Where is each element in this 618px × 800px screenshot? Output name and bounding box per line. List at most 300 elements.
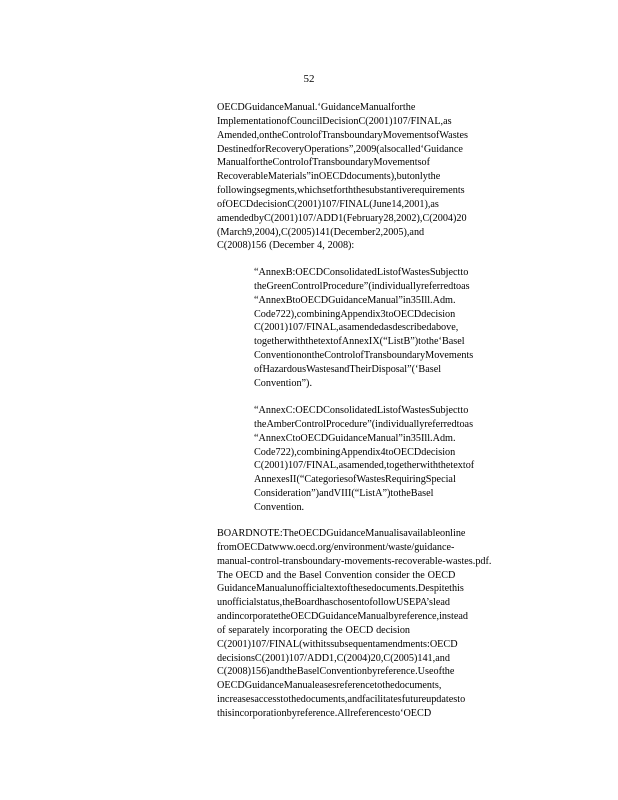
word: OECD [429, 638, 458, 650]
word: called [396, 143, 421, 155]
text-line [217, 101, 537, 115]
word: “Annex [254, 405, 286, 416]
word: ‘Guidance [317, 102, 360, 113]
word: to [374, 680, 383, 692]
word: forth [333, 185, 354, 197]
word: Wastes [439, 129, 468, 141]
word: Amber [266, 418, 295, 430]
word: Consolida [323, 267, 365, 278]
word: C(2001)107/ADD1 [263, 212, 344, 224]
word: this [449, 583, 464, 595]
word: available [403, 528, 440, 539]
word: amendments: [375, 638, 430, 650]
word: Guidance [328, 432, 368, 444]
word: Recoverable [217, 171, 268, 183]
word: Manual” [367, 294, 403, 306]
word: of [355, 350, 364, 362]
text-line [217, 610, 539, 624]
word: Their [349, 363, 372, 375]
word: as [430, 198, 439, 210]
text-line [254, 294, 536, 308]
text-line [217, 156, 537, 170]
word: online [439, 528, 466, 539]
word: Disposal” [371, 363, 412, 375]
text-line [254, 280, 536, 294]
word: erred [435, 418, 457, 430]
text-line: Convention”). [254, 377, 313, 389]
text-line [217, 638, 539, 652]
word: in [310, 171, 319, 183]
word: List [376, 405, 393, 416]
word: the [426, 336, 439, 348]
word: the [382, 680, 395, 692]
word: Manual [365, 528, 397, 539]
word: 28, [383, 212, 397, 224]
word: OECD [393, 446, 422, 458]
word: 9, [246, 226, 255, 238]
word: for [248, 157, 261, 169]
word: C: [285, 405, 296, 416]
word: of [254, 363, 263, 375]
word: -wastes.pdf [442, 555, 489, 567]
word: Control [294, 418, 326, 430]
word: C(2001)107/ADD1, [254, 652, 337, 664]
word: Convention [254, 350, 302, 362]
word: II [289, 474, 297, 486]
word: Movements [425, 350, 474, 362]
word: ref [424, 418, 436, 430]
word: segments, [256, 185, 298, 197]
word: Subject [429, 405, 461, 416]
word: decision [421, 446, 456, 458]
word: Manual [359, 102, 392, 113]
word: Hazardous [262, 363, 307, 375]
word: to [292, 432, 301, 444]
word: A”) [375, 488, 391, 500]
word: amended [217, 212, 254, 224]
word: Manual. [283, 102, 318, 113]
word: (‘Basel [411, 363, 442, 375]
word: incorporate [231, 611, 279, 623]
word: . [488, 555, 492, 567]
word: in [402, 294, 411, 306]
word: the [278, 611, 291, 623]
word: Procedure” [325, 418, 372, 430]
text-line [254, 363, 536, 377]
word: Destined [217, 143, 254, 155]
text-line: Convention. [254, 501, 305, 513]
word: reference.All [296, 707, 351, 719]
word: above, [431, 322, 459, 334]
word: of [465, 460, 475, 472]
word: Code [254, 446, 276, 458]
text-line: The OECD and the Basel Convention consider the OECD [217, 569, 456, 581]
board-note-paragraph [217, 527, 539, 721]
word: Annex [341, 336, 369, 348]
word: to [460, 267, 469, 278]
word: manual [217, 555, 247, 567]
word: -control [247, 555, 280, 567]
word: as [338, 322, 348, 334]
text-line [217, 198, 537, 212]
text-line [217, 115, 537, 129]
word: substantive [365, 185, 412, 197]
word: OECD [236, 541, 265, 553]
word: of [433, 666, 442, 678]
word: 2004), [254, 226, 281, 238]
word: facilitates [362, 694, 402, 706]
word: at [264, 541, 272, 553]
word: Requiring [385, 474, 426, 486]
word: Despite [418, 583, 450, 595]
word: access [254, 694, 281, 706]
word: the [402, 102, 416, 113]
word: updates [426, 694, 458, 706]
word: C(2005)141 [280, 226, 331, 238]
word: combining [296, 308, 341, 320]
word: Wastes [401, 267, 430, 278]
text-line [254, 266, 536, 280]
word: ‘OECD [400, 707, 432, 719]
word: Transboundary [321, 129, 383, 141]
word: Council [290, 115, 323, 127]
word: RecoveryOperations”, [265, 143, 356, 155]
word: by [367, 666, 378, 678]
word: to [457, 694, 466, 706]
text-line [254, 404, 536, 418]
word: decision [253, 198, 288, 210]
annex-c-paragraph [254, 404, 536, 515]
word: OECD [298, 528, 327, 539]
text-line [217, 679, 539, 693]
text-line [217, 143, 537, 157]
word: “Annex [254, 267, 286, 278]
word: this [217, 707, 232, 719]
word: C(2001)107/FINAL,as [358, 115, 452, 127]
word: OECD [295, 405, 324, 416]
word: ‘Guidance [420, 143, 463, 155]
word: from [217, 541, 237, 553]
word: is [396, 528, 404, 539]
word: for [391, 102, 403, 113]
word: the [353, 185, 366, 197]
text-line [217, 707, 539, 721]
word: to [456, 418, 465, 430]
word: to [390, 488, 399, 500]
word: Transboundary [312, 157, 374, 169]
word: status, [256, 597, 283, 609]
word: referred [420, 280, 454, 292]
word: Procedure” [322, 280, 369, 292]
word: Use [417, 666, 434, 678]
word: Wastes [356, 474, 386, 486]
word: the [398, 488, 411, 500]
word: BOARD [217, 528, 253, 539]
word: -movements [340, 555, 392, 567]
word: lead [432, 597, 450, 609]
word: the [427, 171, 441, 183]
page-number: 52 [303, 73, 315, 85]
word: together [386, 460, 420, 472]
word: 4 [380, 446, 386, 458]
word: (December [330, 226, 376, 238]
word: and [409, 226, 425, 238]
word: to [453, 280, 462, 292]
word: of [421, 157, 431, 169]
word: to [280, 694, 289, 706]
word: the [254, 418, 267, 430]
word: Control [281, 129, 313, 141]
word: and [217, 611, 232, 623]
word: by [253, 212, 264, 224]
word: eases [314, 680, 337, 692]
word: decision [421, 308, 456, 320]
word: “Annex [254, 294, 286, 306]
word: Code [254, 308, 276, 320]
word: requirements [411, 185, 465, 197]
word: as [338, 460, 348, 472]
word: as [461, 280, 470, 292]
word: d, [251, 129, 260, 141]
word: Appendix [340, 308, 381, 320]
word: ted [364, 267, 377, 278]
word: together [254, 336, 288, 348]
word: (individually [368, 280, 421, 292]
word: documents, [394, 680, 442, 692]
word: amended, [347, 460, 387, 472]
text-line [254, 432, 536, 446]
word: OECD [318, 171, 347, 183]
word: Manual [217, 157, 249, 169]
word: Control [272, 157, 304, 169]
word: of [312, 129, 322, 141]
text-line [254, 487, 536, 501]
word: of [430, 129, 440, 141]
word: -recoverable [391, 555, 443, 567]
word: C(2005)141, [383, 652, 436, 664]
word: Guidance [328, 294, 368, 306]
word: to [392, 707, 401, 719]
word: the [311, 350, 325, 362]
word: incorporation [231, 707, 287, 719]
word: NOTE: [252, 528, 283, 539]
word: of [333, 336, 342, 348]
word: set [322, 185, 334, 197]
word: documents, [300, 694, 348, 706]
word: to [292, 294, 301, 306]
word: and [347, 694, 363, 706]
word: Manual [256, 583, 288, 595]
word: reference [336, 680, 375, 692]
word: reference. [377, 666, 418, 678]
word: Manual [357, 611, 389, 623]
word: the [284, 666, 297, 678]
word: the [260, 157, 273, 169]
word: C(2004)20 [422, 212, 467, 224]
word: these [350, 583, 372, 595]
text-line [254, 473, 536, 487]
word: 2001), [404, 198, 431, 210]
word: the [437, 460, 451, 472]
word: 35Ill.Adm. [410, 294, 456, 306]
word: www.oecd.org/environment/waste/guidance [271, 541, 451, 553]
word: (individually [371, 418, 425, 430]
word: C(2001)107/FINAL, [254, 460, 339, 472]
word: Consolidated [323, 405, 377, 416]
text-line [217, 226, 537, 240]
word: 722), [275, 446, 297, 458]
text-line [254, 446, 536, 460]
word: OECD [217, 680, 245, 692]
word: Amende [217, 129, 252, 141]
word: Implementation [217, 115, 282, 127]
word: decisions [217, 652, 255, 664]
text-line [217, 129, 537, 143]
word: 35Ill.Adm. [410, 432, 456, 444]
word: which [297, 185, 322, 197]
word: C(2001)107/FINAL [287, 198, 370, 210]
word: of [217, 198, 226, 210]
word: Control [324, 350, 356, 362]
word: 14, [391, 198, 405, 210]
word: C(2001)107/FINAL, [254, 322, 339, 334]
word: -transboundary [279, 555, 341, 567]
word: C(2008)156) [217, 666, 270, 678]
word: for [253, 143, 266, 155]
word: OECD [217, 102, 245, 113]
word: C [285, 432, 293, 444]
word: Transboundary [363, 350, 426, 362]
word: the [441, 666, 455, 678]
word: by [388, 611, 399, 623]
word: (“List [379, 336, 404, 348]
text-line [254, 308, 536, 322]
text-line [217, 693, 539, 707]
word: on [301, 350, 312, 362]
text-line [217, 596, 539, 610]
word: subsequent [330, 638, 376, 650]
word: its [320, 638, 331, 650]
word: OECD [393, 308, 422, 320]
word: combining [296, 446, 341, 458]
word: C(2001)107/FINAL [217, 638, 300, 650]
word: with [419, 460, 438, 472]
word: the [269, 129, 282, 141]
word: the [282, 597, 295, 609]
word: as [383, 322, 393, 334]
word: (June [369, 198, 392, 210]
text-line [254, 321, 536, 335]
word: of [392, 405, 402, 416]
word: of [303, 157, 313, 169]
word: the [288, 694, 301, 706]
word: and [269, 666, 285, 678]
word: described [392, 322, 432, 334]
word: “Annex [254, 432, 286, 444]
word: B: [285, 267, 296, 278]
word: has [319, 597, 334, 609]
word: List [376, 267, 393, 278]
word: but [396, 171, 410, 183]
word: Manual” [367, 432, 403, 444]
word: B”) [403, 336, 419, 348]
word: only [409, 171, 428, 183]
word: and [435, 652, 450, 664]
word: Wastes [306, 363, 335, 375]
word: (“List [351, 488, 376, 500]
word: of [392, 267, 402, 278]
text-line [217, 527, 539, 541]
word: and [334, 363, 350, 375]
word: Convention [319, 666, 367, 678]
word: OECD [295, 267, 324, 278]
word: the [305, 336, 318, 348]
word: future [401, 694, 427, 706]
text-line [254, 349, 536, 363]
word: Special [425, 474, 456, 486]
word: OECD [225, 198, 254, 210]
word: - [450, 541, 455, 553]
word: to [418, 336, 427, 348]
word: increases [217, 694, 255, 706]
text-line [217, 665, 539, 679]
word: unofficial [287, 583, 327, 595]
word: 2, [375, 226, 384, 238]
text-line: C(2008)156 (December 4, 2008): [217, 240, 355, 252]
word: Materials” [267, 171, 311, 183]
word: in [402, 432, 411, 444]
word: IX [368, 336, 380, 348]
word: 2005), [383, 226, 410, 238]
word: OECD [290, 611, 319, 623]
word: the [254, 280, 267, 292]
word: Subject [429, 267, 461, 278]
word: Appendix [340, 446, 381, 458]
word: Movements [373, 157, 422, 169]
word: by [286, 707, 297, 719]
word: as [464, 418, 474, 430]
text-line [217, 652, 539, 666]
word: Board [294, 597, 320, 609]
text-line [254, 418, 536, 432]
word: (with [299, 638, 321, 650]
word: follow [369, 597, 396, 609]
word: chosen [333, 597, 362, 609]
word: of [281, 115, 291, 127]
word: to [361, 597, 370, 609]
word: unofficial [217, 597, 257, 609]
text-line [217, 170, 537, 184]
word: (also [376, 143, 397, 155]
word: Movements [382, 129, 431, 141]
word: Wastes [401, 405, 430, 416]
word: VIII [333, 488, 352, 500]
word: Basel [296, 666, 320, 678]
text-line [217, 184, 537, 198]
word: text [317, 336, 334, 348]
word: Guidance [326, 528, 366, 539]
word: Basel [410, 488, 434, 500]
word: nce [241, 583, 257, 595]
word: of [341, 583, 351, 595]
word: Guidance [244, 680, 284, 692]
word: B [285, 294, 293, 306]
word: 2009 [355, 143, 377, 155]
word: documents. [371, 583, 418, 595]
annex-b-paragraph [254, 266, 536, 391]
word: references [350, 707, 393, 719]
word: to [385, 308, 394, 320]
